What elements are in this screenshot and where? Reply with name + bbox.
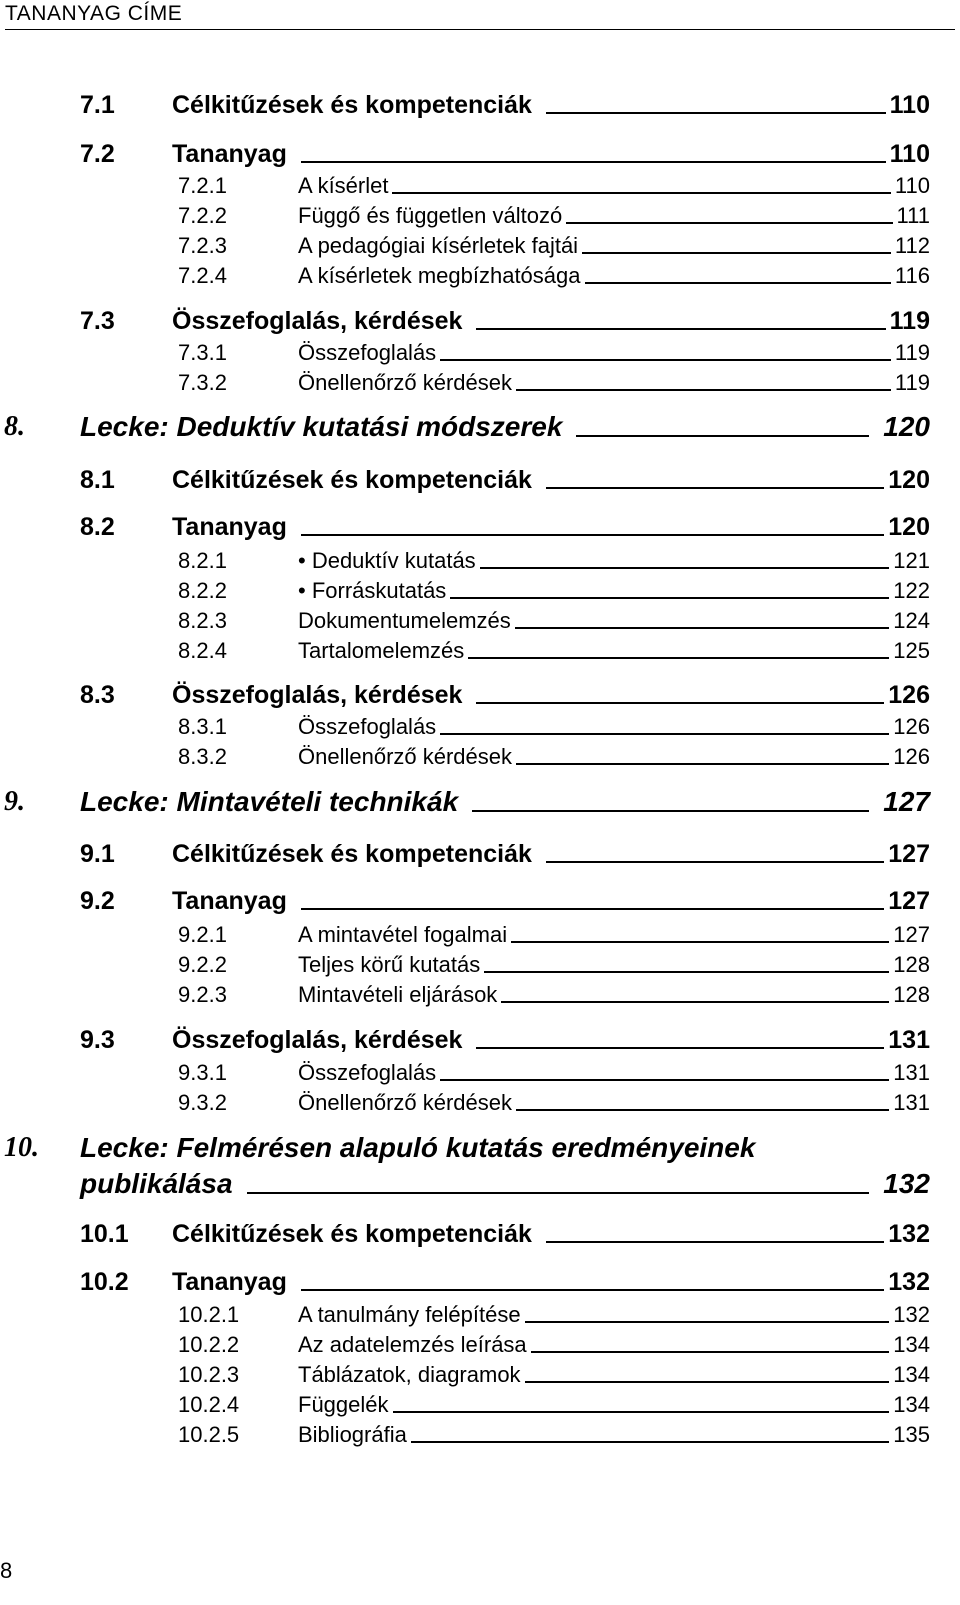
toc-entry-title: Dokumentumelemzés	[298, 608, 511, 633]
toc-entry[interactable]	[0, 604, 960, 632]
leader-line	[546, 1241, 884, 1243]
leader-line	[440, 1079, 889, 1081]
toc-entry-page: 119	[894, 340, 930, 365]
leader-line	[576, 435, 869, 437]
toc-entry-number: 7.3.2	[178, 370, 227, 395]
toc-entry[interactable]	[0, 336, 960, 364]
toc-entry[interactable]	[0, 1298, 960, 1326]
toc-entry-title: • Deduktív kutatás	[298, 548, 476, 573]
toc-entry[interactable]	[0, 1170, 960, 1198]
leader-line	[546, 861, 884, 863]
toc-entry-title: A kísérlet	[298, 173, 389, 198]
toc-entry-title: publikálása	[80, 1168, 233, 1199]
toc-entry-page: 132	[888, 1268, 930, 1296]
toc-entry[interactable]	[0, 948, 960, 976]
toc-entry-page: 116	[894, 263, 930, 288]
toc-entry-title: Tananyag	[172, 887, 287, 915]
toc-entry-number: 9.	[4, 786, 25, 817]
toc-entry-page: 110	[894, 173, 930, 198]
toc-entry-title: Önellenőrző kérdések	[298, 1090, 513, 1115]
toc-entry-page: 126	[893, 744, 930, 769]
toc-entry-number: 10.2.5	[178, 1422, 240, 1447]
toc-entry[interactable]	[0, 740, 960, 768]
toc-entry[interactable]	[0, 413, 960, 441]
toc-entry-title: Tartalomelemzés	[298, 638, 465, 663]
leader-line	[476, 1047, 884, 1049]
toc-entry-page: 132	[883, 1168, 930, 1199]
toc-entry-number: 9.3.1	[178, 1060, 227, 1085]
toc-entry-title: Tananyag	[172, 1268, 287, 1296]
toc-entry-page: 125	[893, 638, 930, 663]
leader-line	[476, 328, 886, 330]
toc-entry-title: Összefoglalás	[298, 714, 437, 739]
leader-line	[301, 534, 884, 536]
toc-entry[interactable]	[0, 1134, 960, 1162]
toc-entry[interactable]	[0, 1025, 960, 1053]
leader-line	[476, 702, 884, 704]
toc-entry-number: 10.1	[80, 1220, 129, 1248]
toc-entry-number: 8.	[4, 411, 25, 442]
toc-entry-title: Mintavételi eljárások	[298, 982, 498, 1007]
toc-entry-title: Összefoglalás	[298, 340, 437, 365]
toc-entry-page: 119	[889, 307, 930, 335]
leader-line	[440, 733, 889, 735]
leader-line	[392, 192, 891, 194]
toc-entry[interactable]	[0, 918, 960, 946]
toc-entry-page: 120	[888, 513, 930, 541]
leader-line	[468, 657, 889, 659]
toc-entry-title: Célkitűzések és kompetenciák	[172, 91, 532, 119]
leader-line	[484, 971, 889, 973]
leader-line	[450, 597, 889, 599]
toc-entry-title: Összefoglalás, kérdések	[172, 1026, 463, 1054]
toc-entry-number: 10.2.4	[178, 1392, 240, 1417]
toc-entry-page: 128	[893, 952, 930, 977]
leader-line	[566, 222, 893, 224]
toc-entry[interactable]	[0, 710, 960, 738]
toc-entry[interactable]	[0, 544, 960, 572]
toc-entry[interactable]	[0, 306, 960, 334]
toc-entry[interactable]	[0, 259, 960, 287]
leader-line	[301, 161, 886, 163]
toc-entry[interactable]	[0, 139, 960, 167]
toc-entry-title: Célkitűzések és kompetenciák	[172, 1220, 532, 1248]
toc-entry-page: 122	[893, 578, 930, 603]
toc-entry-number: 8.3	[80, 681, 115, 709]
leader-line	[440, 359, 891, 361]
toc-entry-number: 8.1	[80, 466, 115, 494]
toc-entry[interactable]	[0, 1388, 960, 1416]
toc-entry-title: • Forráskutatás	[298, 578, 447, 603]
toc-entry-page: 120	[883, 411, 930, 442]
toc-entry-page: 134	[893, 1392, 930, 1417]
toc-entry-page: 126	[893, 714, 930, 739]
toc-entry-page: 112	[894, 233, 930, 258]
toc-entry[interactable]	[0, 1056, 960, 1084]
toc-entry-title: Összefoglalás, kérdések	[172, 681, 463, 709]
toc-entry-number: 10.2	[80, 1268, 129, 1296]
toc-entry[interactable]	[0, 574, 960, 602]
leader-line	[411, 1441, 889, 1443]
toc-entry[interactable]	[0, 1086, 960, 1114]
toc-entry-number: 7.2.3	[178, 233, 227, 258]
toc-entry-title: Önellenőrző kérdések	[298, 370, 513, 395]
toc-entry-page: 132	[888, 1220, 930, 1248]
toc-entry[interactable]	[0, 1328, 960, 1356]
toc-entry[interactable]	[0, 366, 960, 394]
toc-entry-page: 126	[888, 681, 930, 709]
toc-entry-page: 124	[893, 608, 930, 633]
toc-entry[interactable]	[0, 199, 960, 227]
toc-entry[interactable]	[0, 1418, 960, 1446]
toc-entry-page: 127	[888, 887, 930, 915]
toc-entry-number: 7.2.4	[178, 263, 227, 288]
leader-line	[546, 487, 884, 489]
toc-entry-number: 10.	[4, 1132, 39, 1163]
toc-entry-number: 8.2.3	[178, 608, 227, 633]
leader-line	[516, 1109, 889, 1111]
toc-entry-title: A kísérletek megbízhatósága	[298, 263, 581, 288]
toc-entry-number: 9.2.1	[178, 922, 227, 947]
leader-line	[582, 252, 891, 254]
leader-line	[531, 1351, 889, 1353]
toc-entry-number: 9.1	[80, 840, 115, 868]
toc-entry[interactable]	[0, 465, 960, 493]
toc-entry-number: 7.2	[80, 140, 115, 168]
leader-line	[525, 1381, 889, 1383]
toc-entry-number: 10.2.2	[178, 1332, 240, 1357]
toc-entry[interactable]	[0, 978, 960, 1006]
toc-entry-number: 9.2	[80, 887, 115, 915]
toc-entry-title: A mintavétel fogalmai	[298, 922, 508, 947]
toc-entry[interactable]	[0, 1219, 960, 1247]
toc-entry-number: 10.2.3	[178, 1362, 240, 1387]
toc-entry-number: 8.3.2	[178, 744, 227, 769]
toc-entry-title: Függelék	[298, 1392, 389, 1417]
toc-entry-title: A pedagógiai kísérletek fajtái	[298, 233, 579, 258]
toc-entry-title: Lecke: Mintavételi technikák	[80, 786, 459, 817]
toc-entry-title: A tanulmány felépítése	[298, 1302, 521, 1327]
leader-line	[546, 112, 886, 114]
toc-entry-page: 132	[893, 1302, 930, 1327]
toc-entry-number: 8.2.1	[178, 548, 227, 573]
toc-entry-number: 9.3	[80, 1026, 115, 1054]
toc-entry-page: 121	[893, 548, 930, 573]
toc-entry-title: Tananyag	[172, 513, 287, 541]
toc-entry-title: Tananyag	[172, 140, 287, 168]
toc-entry[interactable]	[0, 634, 960, 662]
toc-entry-page: 111	[896, 203, 930, 228]
leader-line	[393, 1411, 889, 1413]
toc-entry[interactable]	[0, 680, 960, 708]
toc-entry-title: Célkitűzések és kompetenciák	[172, 466, 532, 494]
leader-line	[516, 763, 889, 765]
leader-line	[525, 1321, 889, 1323]
toc-entry-page: 127	[888, 840, 930, 868]
toc-entry[interactable]	[0, 886, 960, 914]
toc-entry-title: Célkitűzések és kompetenciák	[172, 840, 532, 868]
toc-entry-number: 9.2.2	[178, 952, 227, 977]
toc-entry-number: 8.2.2	[178, 578, 227, 603]
toc-entry-page: 110	[889, 140, 930, 168]
toc-entry-number: 8.2	[80, 513, 115, 541]
toc-entry-number: 9.2.3	[178, 982, 227, 1007]
toc-entry-number: 9.3.2	[178, 1090, 227, 1115]
toc-entry-number: 7.3	[80, 307, 115, 335]
leader-line	[585, 282, 891, 284]
toc-entry-title: Bibliográfia	[298, 1422, 407, 1447]
toc-entry[interactable]	[0, 169, 960, 197]
toc-entry-title: Teljes körű kutatás	[298, 952, 481, 977]
toc-entry[interactable]	[0, 1358, 960, 1386]
toc-entry-page: 120	[888, 466, 930, 494]
leader-line	[301, 1289, 884, 1291]
toc-entry-number: 10.2.1	[178, 1302, 240, 1327]
toc-entry-number: 7.2.2	[178, 203, 227, 228]
toc-entry-title: Táblázatok, diagramok	[298, 1362, 521, 1387]
leader-line	[472, 810, 869, 812]
leader-line	[301, 908, 884, 910]
running-header: TANANYAG CÍME	[5, 2, 955, 30]
toc-entry-number: 7.2.1	[178, 173, 227, 198]
toc-entry[interactable]	[0, 839, 960, 867]
toc-entry-title: Az adatelemzés leírása	[298, 1332, 527, 1357]
leader-line	[516, 389, 891, 391]
toc-entry-page: 135	[893, 1422, 930, 1447]
toc-entry-title: Összefoglalás	[298, 1060, 437, 1085]
toc-entry[interactable]	[0, 788, 960, 816]
toc-entry[interactable]	[0, 512, 960, 540]
toc-entry-title: Függő és független változó	[298, 203, 563, 228]
toc-entry-page: 131	[893, 1060, 930, 1085]
toc-entry[interactable]	[0, 229, 960, 257]
toc-entry-title: Összefoglalás, kérdések	[172, 307, 463, 335]
toc-entry-number: 8.3.1	[178, 714, 227, 739]
toc-entry-number: 8.2.4	[178, 638, 227, 663]
toc-entry-number: 7.3.1	[178, 340, 227, 365]
toc-entry-page: 131	[893, 1090, 930, 1115]
leader-line	[501, 1001, 889, 1003]
toc-entry-page: 127	[883, 786, 930, 817]
toc-entry-number: 7.1	[80, 91, 115, 119]
leader-line	[247, 1192, 869, 1194]
toc-entry[interactable]	[0, 90, 960, 118]
toc-entry-title: Önellenőrző kérdések	[298, 744, 513, 769]
toc-entry[interactable]	[0, 1267, 960, 1295]
toc-entry-page: 134	[893, 1362, 930, 1387]
leader-line	[511, 941, 889, 943]
leader-line	[515, 627, 889, 629]
toc-entry-page: 128	[893, 982, 930, 1007]
page-number: 8	[0, 1558, 13, 1583]
leader-line	[480, 567, 889, 569]
toc-entry-title: Lecke: Deduktív kutatási módszerek	[80, 411, 563, 442]
toc-entry-page: 119	[894, 370, 930, 395]
toc-entry-page: 131	[888, 1026, 930, 1054]
toc-entry-title: Lecke: Felmérésen alapuló kutatás eredményeinek	[80, 1132, 756, 1163]
toc-entry-page: 127	[893, 922, 930, 947]
toc-entry-page: 110	[889, 91, 930, 119]
toc-entry-page: 134	[893, 1332, 930, 1357]
